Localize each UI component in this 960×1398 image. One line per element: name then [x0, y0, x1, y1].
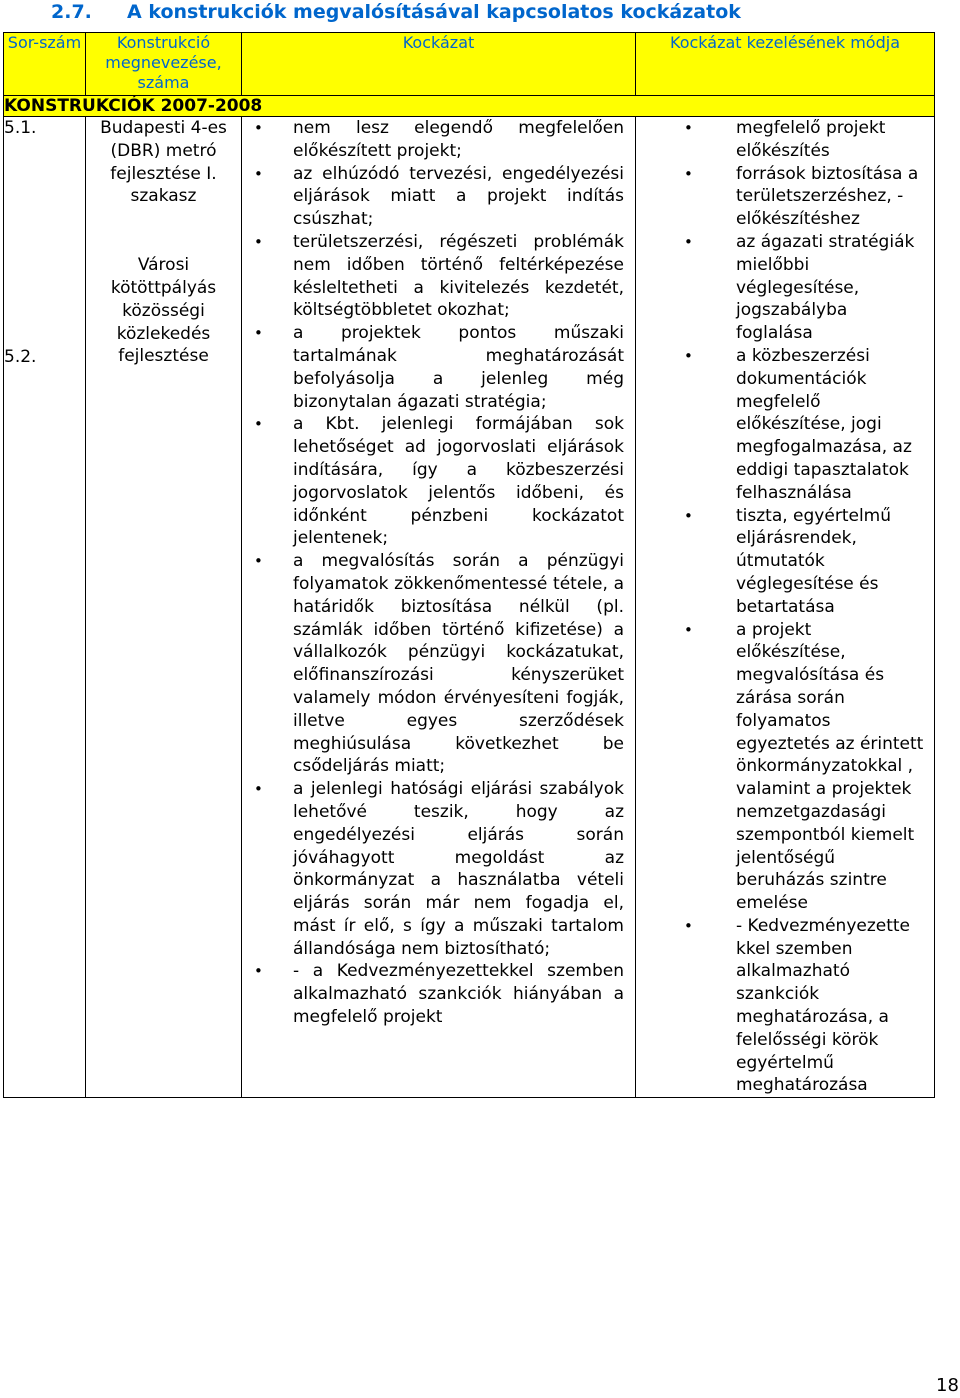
management-item: • a projekt előkészítése, megvalósítása és zárása során folyamatos egyeztetés az érintett önkormányzatokkal , valamint a projektek nemzetgazdasági szempontból kiemelt jelentőségű beruházás szintre emelése: [636, 619, 934, 915]
management-item: • tiszta, egyértelmű eljárásrendek, útmutatók véglegesítése és betartatása: [636, 505, 934, 619]
table-row: [4, 117, 935, 1098]
section-heading: [51, 1, 741, 24]
table-header-row: [4, 33, 935, 96]
construction-name: Városi kötöttpályás közösségi közlekedés fejlesztése: [110, 255, 217, 367]
section-row: [4, 96, 935, 117]
section-label: KONSTRUKCIÓK 2007-2008: [4, 96, 935, 117]
header-construction: Konstrukció megnevezése, száma: [86, 33, 242, 96]
construction-name: Budapesti 4-es (DBR) metró fejlesztése I. szakasz: [100, 118, 227, 207]
serial-number: 5.2.: [4, 346, 37, 367]
management-item: • az ágazati stratégiák mielőbbi véglegesítése, jogszabályba foglalása: [636, 231, 934, 345]
management-item: • források biztosítása a területszerzéshez, - előkészítéshez: [636, 163, 934, 231]
construction-cell: [86, 117, 242, 1098]
serial-number: 5.1.: [4, 118, 37, 138]
risk-list: [242, 117, 635, 1029]
risk-item: • a Kbt. jelenlegi formájában sok lehetőséget ad jogorvoslati eljárások indítására, így a közbeszerzési jogorvoslatok jelentős időbeni, és időnként pénzbeni kockázatot jelentenek;: [242, 413, 635, 550]
risk-item: • területszerzési, régészeti problémák nem időben történő feltérképezése késleltetheti a kivitelezés kezdetét, költségtöbbletet okozhat;: [242, 231, 635, 322]
serial-cell: [4, 117, 86, 1098]
risk-item: • a megvalósítás során a pénzügyi folyamatok zökkenőmentessé tétele, a határidők biztosítása nélkül (pl. számlák időben történő kifizetése) a vállalkozók pénzügyi kockázatukat, előfinanszírozási kényszerüket valamely módon érvényesíteni fogják, illetve egyes szerződések meghiúsulása következhet be csődeljárás miatt;: [242, 550, 635, 778]
management-list: [636, 117, 934, 1097]
risk-item: • nem lesz elegendő megfelelően előkészített projekt;: [242, 117, 635, 163]
risk-cell: [242, 117, 636, 1098]
risk-item: • - a Kedvezményezettekkel szemben alkalmazható szankciók hiányában a megfelelő projekt: [242, 960, 635, 1028]
section-title: A konstrukciók megvalósításával kapcsolatos kockázatok: [127, 1, 741, 23]
risk-table: [3, 32, 935, 1098]
section-number: 2.7.: [51, 1, 92, 23]
risk-item: • az elhúzódó tervezési, engedélyezési eljárások miatt a projekt indítás csúszhat;: [242, 163, 635, 231]
management-item: • - Kedvezményezette kkel szemben alkalmazható szankciók meghatározása, a felelősségi körök egyértelmű meghatározása: [636, 915, 934, 1097]
management-item: • a közbeszerzési dokumentációk megfelelő előkészítése, jogi megfogalmazása, az eddigi tapasztalatok felhasználása: [636, 345, 934, 505]
page-number: 18: [936, 1375, 959, 1396]
risk-item: • a projektek pontos műszaki tartalmának meghatározását befolyásolja a jelenleg még bizonytalan ágazati stratégia;: [242, 322, 635, 413]
header-serial: Sor-szám: [4, 33, 86, 96]
risk-item: • a jelenlegi hatósági eljárási szabályok lehetővé teszik, hogy az engedélyezési eljárás során jóváhagyott megoldást az önkormányzat a használatba vételi eljárás során már nem fogadja el, mást ír elő, s így a műszaki tartalom állandósága nem biztosítható;: [242, 778, 635, 960]
header-management: Kockázat kezelésének módja: [636, 33, 935, 96]
header-risk: Kockázat: [242, 33, 636, 96]
management-cell: [636, 117, 935, 1098]
management-item: • megfelelő projekt előkészítés: [636, 117, 934, 163]
